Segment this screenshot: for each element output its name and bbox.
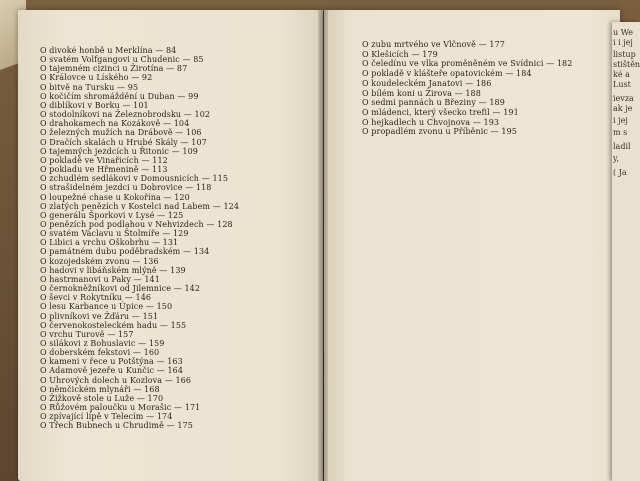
toc-entry: O zchudlém sedlákovi v Domousnicích — 115 [40,174,229,184]
toc-entry: O sedmi pannách u Březiny — 189 [362,98,505,108]
toc-entry: O mládenci, který všecko trefil — 191 [362,107,519,117]
toc-entry: O pokladu ve Hřmenině — 113 [40,165,168,175]
toc-entry: O kozojedském zvonu — 136 [40,256,159,266]
toc-entry: O červenokosteleckém hadu — 155 [40,320,187,330]
left-toc-list [40,46,239,431]
toc-entry: O Dračích skalách u Hrubé Skály — 107 [40,137,207,147]
edge-text-fragment: ladil [613,142,631,151]
edge-text-fragment: i jej [613,116,628,125]
toc-entry: O drahokamech na Kozákově — 104 [40,119,190,129]
toc-entry: O loupežné chase u Kokořína — 120 [40,192,190,202]
toc-entry: O svatém Václavu u Štolmíře — 129 [40,229,189,239]
toc-entry: O památném dubu poděbradském — 134 [40,247,210,257]
edge-text-fragment: ( Ja [613,168,627,177]
toc-entry: O tajemných jezdcích u Řitonic — 109 [40,146,198,156]
edge-text-fragment: listup [613,50,636,59]
toc-entry: O svatém Volfgangovi u Chudenic — 85 [40,55,204,65]
toc-entry: O lesu Karbance u Úpice — 150 [40,302,173,312]
toc-entry: O pokladě v klášteře opatovickém — 184 [362,69,532,79]
toc-entry: O Třech Bubnech u Chrudimě — 175 [40,421,193,431]
edge-text-fragment: ké a [613,70,630,79]
toc-entry: O železných mužích na Drábově — 106 [40,128,202,138]
toc-entry: O strašidelném jezdci u Dobrovice — 118 [40,183,212,193]
edge-text-fragment: ievza [613,94,634,103]
toc-entry: O kočičím shromáždění u Duban — 99 [40,91,199,101]
toc-entry: O divoké honbě u Merklína — 84 [40,46,177,55]
edge-text-fragment: stištěn [613,60,640,69]
edge-text-fragment: i i jej [613,38,633,47]
toc-entry: O zpívající lípě v Telecím — 174 [40,412,173,422]
toc-entry: O bílém koni u Žirova — 188 [362,88,481,98]
toc-entry: O Růžovém paloučku u Morašic — 171 [40,403,201,413]
toc-entry: O tajemném cizinci u Žirotína — 87 [40,64,188,74]
edge-text-fragment: y, [613,154,619,163]
toc-entry: O Libici a vrchu Oškobrhu — 131 [40,238,179,248]
toc-entry: O doberském fekstovi — 160 [40,348,160,358]
toc-entry: O Uhrových dolech u Kozlova — 166 [40,375,192,385]
toc-entry: O hastrmanovi u Paky — 141 [40,274,160,284]
toc-entry: O vrchu Turově — 157 [40,329,134,339]
toc-entry: O penězích pod podlahou v Nehvizdech — 128 [40,219,233,229]
toc-entry: O černokněžníkovi od Jilemnice — 142 [40,284,201,294]
toc-entry: O kameni v řece u Potštýna — 163 [40,357,183,367]
toc-entry: O bitvě na Tursku — 95 [40,82,139,92]
toc-entry: O propadlém zvonu u Příběnic — 195 [362,127,517,137]
toc-entry: O hadovi v libáňském mlýně — 139 [40,265,186,275]
toc-entry: O stodolníkovi na Železnobrodsku — 102 [40,110,211,120]
toc-entry: O pokladě ve Vinařicích — 112 [40,155,168,165]
book-gutter [318,10,328,481]
toc-entry: O plivníkovi ve Žďáru — 151 [40,311,159,321]
toc-entry: O Královce u Líského — 92 [40,73,153,83]
toc-entry: O hejkadlech u Chvojnova — 193 [362,117,500,127]
toc-entry: O silákovi z Bohuslavic — 159 [40,339,165,348]
right-toc-list [362,40,572,137]
edge-page-fragment [612,22,640,481]
edge-text-fragment: ak je [613,104,633,113]
toc-entry: O generálu Šporkovi v Lysé — 125 [40,210,184,220]
toc-entry: O koudeleckém Janatovi — 186 [362,78,492,88]
toc-entry: O Žižkově stole u Luže — 170 [40,393,164,403]
edge-text-fragment: Lust [613,80,631,89]
toc-entry: O Klešicích — 179 [362,49,438,59]
edge-text-fragment: m s [613,128,628,137]
toc-entry: O ševci v Rokytníku — 146 [40,293,152,303]
toc-entry: O němčickém mlynáři — 168 [40,384,160,394]
toc-entry: O Adamově jezeře u Kunčic — 164 [40,366,184,376]
toc-entry: O zlatých penězích v Kostelci nad Labem — 124 [40,201,240,211]
edge-text-fragment: u We [613,28,633,37]
toc-entry: O zubu mrtvého ve Vlčnově — 177 [362,40,505,49]
toc-entry: O čeledínu ve vlka proměněném ve Svídnici — 182 [362,59,573,69]
toc-entry: O diblíkovi v Borku — 101 [40,100,149,110]
